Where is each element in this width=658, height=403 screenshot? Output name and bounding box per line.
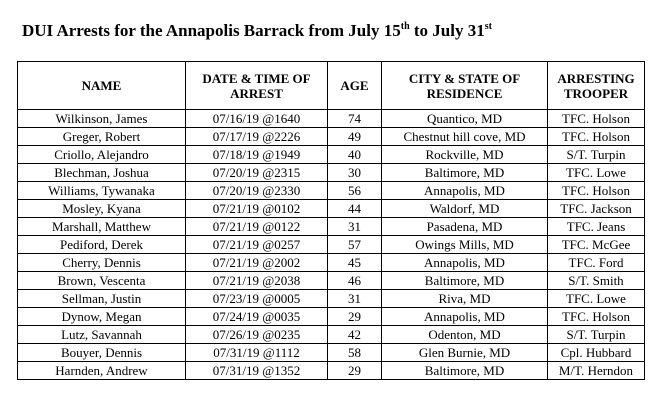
header-row bbox=[18, 62, 645, 110]
title-text-part1: DUI Arrests for the Annapolis Barrack from July 15 bbox=[22, 21, 401, 40]
cell-name: Greger, Robert bbox=[18, 128, 186, 146]
cell-date-time: 07/21/19 @2002 bbox=[186, 254, 328, 272]
table-row bbox=[18, 236, 645, 254]
cell-age: 45 bbox=[328, 254, 382, 272]
table-row bbox=[18, 128, 645, 146]
cell-name: Dynow, Megan bbox=[18, 308, 186, 326]
table-row bbox=[18, 290, 645, 308]
cell-age: 44 bbox=[328, 200, 382, 218]
cell-date-time: 07/26/19 @0235 bbox=[186, 326, 328, 344]
cell-trooper: M/T. Herndon bbox=[548, 362, 645, 380]
table-row bbox=[18, 362, 645, 380]
cell-trooper: TFC. Jeans bbox=[548, 218, 645, 236]
title-superscript-1: th bbox=[400, 21, 410, 32]
cell-name: Brown, Vescenta bbox=[18, 272, 186, 290]
title-text-part2: to July 31 bbox=[409, 21, 485, 40]
column-header-trooper: ARRESTING TROOPER bbox=[548, 62, 645, 110]
cell-residence: Odenton, MD bbox=[382, 326, 548, 344]
table-row bbox=[18, 146, 645, 164]
cell-residence: Annapolis, MD bbox=[382, 308, 548, 326]
cell-name: Cherry, Dennis bbox=[18, 254, 186, 272]
cell-residence: Baltimore, MD bbox=[382, 164, 548, 182]
cell-residence: Riva, MD bbox=[382, 290, 548, 308]
cell-age: 30 bbox=[328, 164, 382, 182]
table-row bbox=[18, 164, 645, 182]
cell-name: Williams, Tywanaka bbox=[18, 182, 186, 200]
cell-date-time: 07/18/19 @1949 bbox=[186, 146, 328, 164]
table-row bbox=[18, 200, 645, 218]
column-header-date-time: DATE & TIME OF ARREST bbox=[186, 62, 328, 110]
cell-date-time: 07/20/19 @2315 bbox=[186, 164, 328, 182]
cell-trooper: Cpl. Hubbard bbox=[548, 344, 645, 362]
table-row bbox=[18, 326, 645, 344]
cell-trooper: TFC. Jackson bbox=[548, 200, 645, 218]
cell-age: 57 bbox=[328, 236, 382, 254]
cell-date-time: 07/31/19 @1112 bbox=[186, 344, 328, 362]
cell-age: 46 bbox=[328, 272, 382, 290]
table-row bbox=[18, 344, 645, 362]
document-title bbox=[22, 21, 492, 41]
cell-age: 29 bbox=[328, 308, 382, 326]
cell-residence: Annapolis, MD bbox=[382, 254, 548, 272]
cell-age: 56 bbox=[328, 182, 382, 200]
cell-trooper: TFC. Holson bbox=[548, 110, 645, 128]
column-header-name: NAME bbox=[18, 62, 186, 110]
table-row bbox=[18, 308, 645, 326]
cell-date-time: 07/24/19 @0035 bbox=[186, 308, 328, 326]
cell-name: Harnden, Andrew bbox=[18, 362, 186, 380]
cell-date-time: 07/17/19 @2226 bbox=[186, 128, 328, 146]
cell-age: 74 bbox=[328, 110, 382, 128]
cell-trooper: TFC. Holson bbox=[548, 182, 645, 200]
cell-trooper: TFC. Holson bbox=[548, 308, 645, 326]
cell-residence: Baltimore, MD bbox=[382, 362, 548, 380]
cell-residence: Annapolis, MD bbox=[382, 182, 548, 200]
table-row bbox=[18, 254, 645, 272]
cell-date-time: 07/16/19 @1640 bbox=[186, 110, 328, 128]
cell-residence: Quantico, MD bbox=[382, 110, 548, 128]
title-superscript-2: st bbox=[484, 21, 492, 32]
cell-residence: Glen Burnie, MD bbox=[382, 344, 548, 362]
cell-name: Bouyer, Dennis bbox=[18, 344, 186, 362]
cell-trooper: S/T. Turpin bbox=[548, 326, 645, 344]
table-header bbox=[18, 62, 645, 110]
cell-name: Mosley, Kyana bbox=[18, 200, 186, 218]
cell-name: Marshall, Matthew bbox=[18, 218, 186, 236]
cell-age: 31 bbox=[328, 290, 382, 308]
cell-date-time: 07/31/19 @1352 bbox=[186, 362, 328, 380]
cell-date-time: 07/21/19 @2038 bbox=[186, 272, 328, 290]
table-row bbox=[18, 218, 645, 236]
cell-residence: Chestnut hill cove, MD bbox=[382, 128, 548, 146]
cell-residence: Waldorf, MD bbox=[382, 200, 548, 218]
cell-date-time: 07/20/19 @2330 bbox=[186, 182, 328, 200]
cell-age: 42 bbox=[328, 326, 382, 344]
cell-trooper: TFC. Lowe bbox=[548, 290, 645, 308]
table-row bbox=[18, 272, 645, 290]
cell-name: Lutz, Savannah bbox=[18, 326, 186, 344]
cell-name: Sellman, Justin bbox=[18, 290, 186, 308]
column-header-residence: CITY & STATE OF RESIDENCE bbox=[382, 62, 548, 110]
cell-trooper: TFC. McGee bbox=[548, 236, 645, 254]
cell-name: Pediford, Derek bbox=[18, 236, 186, 254]
cell-name: Criollo, Alejandro bbox=[18, 146, 186, 164]
cell-residence: Owings Mills, MD bbox=[382, 236, 548, 254]
table-row bbox=[18, 110, 645, 128]
cell-trooper: TFC. Holson bbox=[548, 128, 645, 146]
cell-residence: Rockville, MD bbox=[382, 146, 548, 164]
cell-residence: Baltimore, MD bbox=[382, 272, 548, 290]
cell-date-time: 07/21/19 @0257 bbox=[186, 236, 328, 254]
cell-residence: Pasadena, MD bbox=[382, 218, 548, 236]
table-row bbox=[18, 182, 645, 200]
cell-age: 58 bbox=[328, 344, 382, 362]
cell-trooper: TFC. Lowe bbox=[548, 164, 645, 182]
column-header-age: AGE bbox=[328, 62, 382, 110]
cell-age: 29 bbox=[328, 362, 382, 380]
cell-trooper: S/T. Turpin bbox=[548, 146, 645, 164]
cell-name: Wilkinson, James bbox=[18, 110, 186, 128]
arrests-table bbox=[17, 61, 645, 380]
cell-date-time: 07/21/19 @0102 bbox=[186, 200, 328, 218]
cell-age: 40 bbox=[328, 146, 382, 164]
cell-age: 49 bbox=[328, 128, 382, 146]
cell-date-time: 07/23/19 @0005 bbox=[186, 290, 328, 308]
cell-trooper: S/T. Smith bbox=[548, 272, 645, 290]
cell-trooper: TFC. Ford bbox=[548, 254, 645, 272]
cell-age: 31 bbox=[328, 218, 382, 236]
table-body bbox=[18, 110, 645, 380]
cell-name: Blechman, Joshua bbox=[18, 164, 186, 182]
cell-date-time: 07/21/19 @0122 bbox=[186, 218, 328, 236]
